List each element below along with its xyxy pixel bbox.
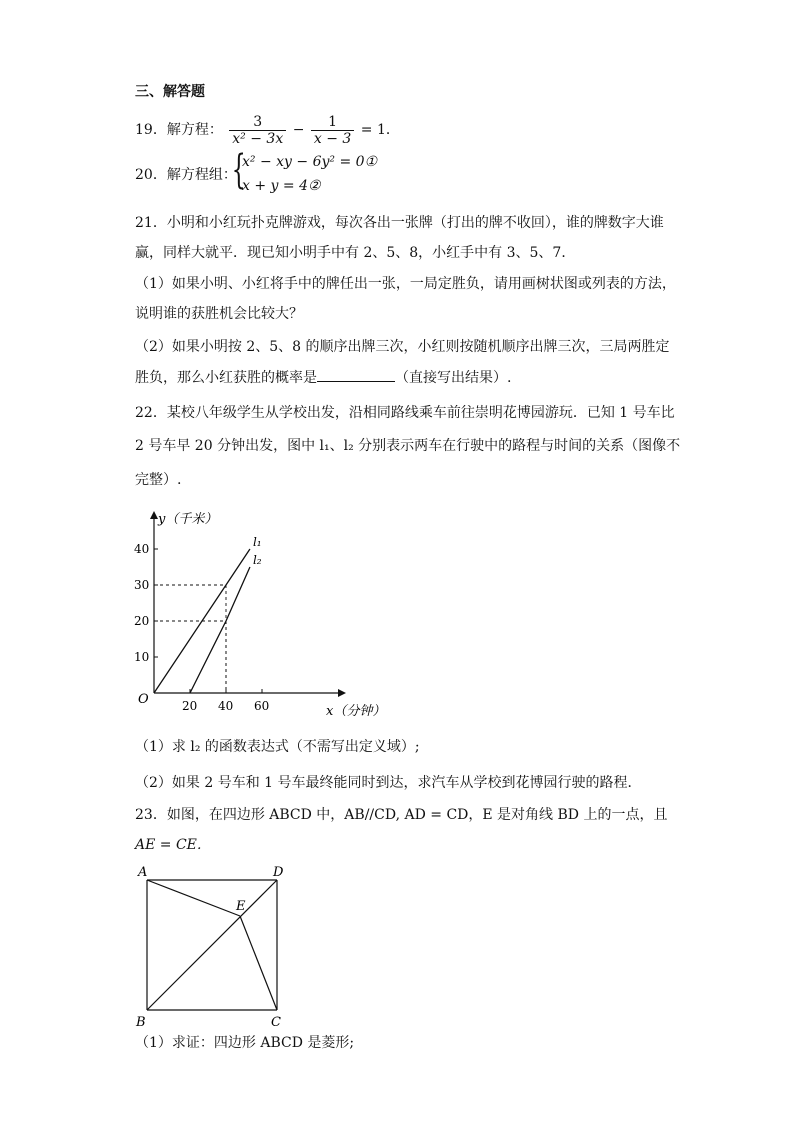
- section-title: 三、解答题: [135, 84, 205, 100]
- x-tick-label: 40: [218, 699, 234, 713]
- q22-part-2: （2）如果 2 号车和 1 号车最终能同时到达，求汽车从学校到花博园行驶的路程．: [135, 775, 642, 791]
- q20-brace: {: [231, 147, 246, 193]
- x-axis-arrow: [338, 689, 346, 697]
- q19-fraction-1: [229, 114, 286, 147]
- q21-part2-line-1: （2）如果小明按 2、5、8 的顺序出牌三次，小红则按随机顺序出牌三次，三局两胜定: [135, 339, 670, 355]
- q19-frac1-numerator: 3: [229, 114, 286, 131]
- label-a: A: [138, 865, 148, 880]
- series-label-1: l₁: [252, 535, 262, 549]
- q22-line-1: 22．某校八年级学生从学校出发，沿相同路线乘车前往崇明花博园游玩．已知 1 号车比: [135, 405, 675, 421]
- x-tick-label: 20: [182, 699, 198, 713]
- q23-line-2: AE = CE．: [135, 837, 211, 853]
- q19-frac2-denominator: x − 3: [313, 130, 352, 147]
- q19-minus: −: [292, 122, 305, 138]
- q19-frac1-denominator: x² − 3x: [232, 130, 284, 147]
- q19-fraction-2: [311, 114, 354, 147]
- q19-frac2-numerator: 1: [311, 114, 354, 131]
- series-line-2: [190, 567, 250, 693]
- label-e: E: [236, 899, 246, 914]
- origin-label: O: [138, 692, 149, 707]
- label-c: C: [271, 1015, 281, 1030]
- q19-prefix: 19．解方程：: [135, 122, 223, 138]
- q23-quadrilateral-figure: [130, 860, 300, 1030]
- diagonal-bd: [147, 880, 277, 1010]
- q22-line-3: 完整）.: [135, 472, 182, 488]
- q20-equation-2: x + y = 4②: [242, 178, 321, 194]
- q21-line-1: 21．小明和小红玩扑克牌游戏，每次各出一张牌（打出的牌不收回），谁的牌数字大谁: [135, 215, 664, 231]
- y-axis-arrow: [150, 511, 158, 519]
- q20-prefix: 20．解方程组：: [135, 167, 237, 183]
- q23-part-1: （1）求证：四边形 ABCD 是菱形;: [135, 1035, 355, 1051]
- q21-line-2: 赢，同样大就平．现已知小明手中有 2、5、8，小红手中有 3、5、7．: [135, 245, 576, 261]
- label-d: D: [273, 865, 284, 880]
- q21-part1-line-2: 说明谁的获胜机会比较大？: [135, 306, 303, 322]
- y-tick-label: 20: [134, 614, 150, 628]
- x-tick-label: 60: [254, 699, 270, 713]
- q20-equation-1: x² − xy − 6y² = 0①: [242, 154, 378, 170]
- q19-rhs: = 1．: [360, 122, 400, 138]
- q22-part-1: （1）求 l₂ 的函数表达式（不需写出定义域）;: [135, 739, 420, 755]
- answer-blank[interactable]: [317, 367, 395, 382]
- q21-part2-text: 胜负，那么小红获胜的概率是: [135, 370, 317, 386]
- y-tick-label: 30: [134, 578, 150, 592]
- q22-line-chart: [130, 505, 390, 720]
- q21-part2-suffix: （直接写出结果）.: [395, 370, 512, 386]
- series-label-2: l₂: [252, 553, 262, 567]
- q23-line-1: 23．如图，在四边形 ABCD 中，AB//CD, AD = CD，E 是对角线 BD 上的一点，且: [135, 807, 668, 823]
- q21-part2-line-2: [135, 367, 511, 388]
- question-19: [135, 112, 400, 148]
- x-axis-label: x（分钟）: [326, 704, 386, 719]
- q22-line-2: 2 号车早 20 分钟出发，图中 l₁、l₂ 分别表示两车在行驶中的路程与时间的关系（图像不: [135, 438, 681, 454]
- q21-part1-line-1: （1）如果小明、小红将手中的牌任出一张，一局定胜负，请用画树状图或列表的方法，: [135, 276, 676, 292]
- segment-ce: [240, 916, 277, 1010]
- y-tick-label: 10: [134, 650, 150, 664]
- y-axis-label: y（千米）: [158, 512, 218, 527]
- y-tick-label: 40: [134, 542, 150, 556]
- segment-ae: [147, 880, 240, 916]
- label-b: B: [136, 1015, 146, 1030]
